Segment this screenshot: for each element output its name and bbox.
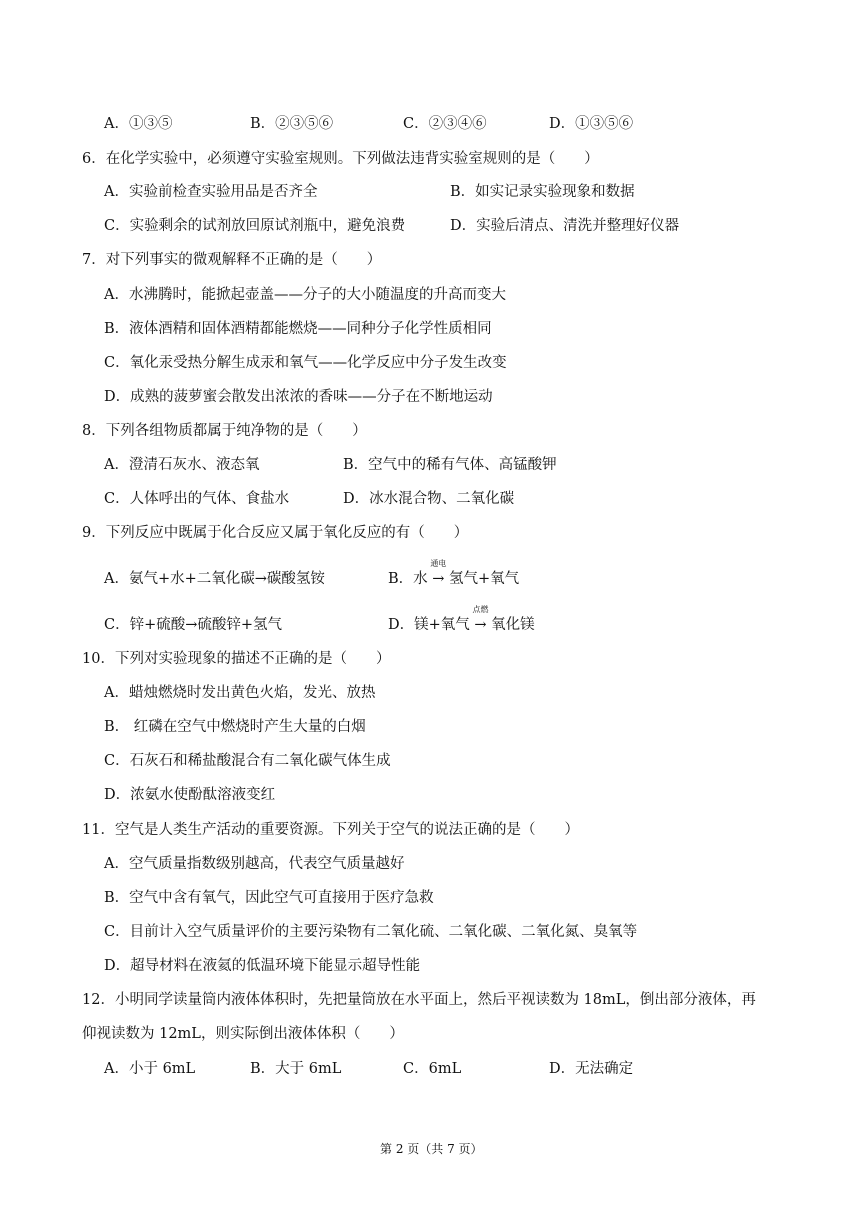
question-stem: 10．下列对实验现象的描述不正确的是（ ） xyxy=(82,651,391,667)
option-d xyxy=(388,605,535,634)
option-d: D．超导材料在液氦的低温环境下能显示超导性能 xyxy=(104,958,421,974)
option-d: D．实验后清点、清洗并整理好仪器 xyxy=(450,218,680,234)
reaction-condition: 点燃 xyxy=(472,605,489,614)
question-stem-line-1: 12．小明同学读量筒内液体体积时，先把量筒放在水平面上，然后平视读数为 18mL，倒出部分液体，再 xyxy=(82,992,756,1008)
option-d-reactant: D．镁+氧气 xyxy=(388,617,470,633)
option-c: C．锌+硫酸→硫酸锌+氢气 xyxy=(104,617,283,633)
option-a: A．水沸腾时，能掀起壶盖——分子的大小随温度的升高而变大 xyxy=(104,287,506,303)
question-stem: 8．下列各组物质都属于纯净物的是（ ） xyxy=(82,423,367,439)
option-c: C．氧化汞受热分解生成汞和氧气——化学反应中分子发生改变 xyxy=(104,355,507,371)
option-a: A．氨气+水+二氧化碳→碳酸氢铵 xyxy=(104,571,325,587)
q5-option-a: A．①③⑤ xyxy=(104,116,173,132)
q5-option-d: D．①③⑤⑥ xyxy=(549,116,634,132)
option-d: D．浓氨水使酚酞溶液变红 xyxy=(104,787,276,803)
option-c: C．目前计入空气质量评价的主要污染物有二氧化硫、二氧化碳、二氧化氮、臭氧等 xyxy=(104,924,638,940)
question-stem: 6．在化学实验中，必须遵守实验室规则。下列做法违背实验室规则的是（ ） xyxy=(82,151,599,167)
option-c: C．实验剩余的试剂放回原试剂瓶中，避免浪费 xyxy=(104,218,406,234)
page-footer: 第 2 页（共 7 页） xyxy=(380,1142,483,1156)
reaction-arrow xyxy=(430,559,447,587)
option-a: A．澄清石灰水、液态氧 xyxy=(104,457,260,473)
option-a: A．空气质量指数级别越高，代表空气质量越好 xyxy=(104,856,405,872)
option-b: B．如实记录实验现象和数据 xyxy=(450,184,635,200)
reaction-condition: 通电 xyxy=(430,559,447,568)
option-d: D．成熟的菠萝蜜会散发出浓浓的香味——分子在不断地运动 xyxy=(104,389,493,405)
option-b: B．空气中的稀有气体、高锰酸钾 xyxy=(343,457,557,473)
question-stem-line-2: 仰视读数为 12mL，则实际倒出液体体积（ ） xyxy=(82,1026,404,1042)
option-b-reactant: B．水 xyxy=(388,571,428,587)
option-d: D．冰水混合物、二氧化碳 xyxy=(343,491,515,507)
arrow-glyph: → xyxy=(474,617,487,633)
option-b: B．大于 6mL xyxy=(250,1061,342,1077)
option-b: B． 红磷在空气中燃烧时产生大量的白烟 xyxy=(104,719,366,735)
q5-option-c: C．②③④⑥ xyxy=(403,116,487,132)
option-a: A．实验前检查实验用品是否齐全 xyxy=(104,184,318,200)
option-a: A．小于 6mL xyxy=(104,1061,196,1077)
option-b: B．空气中含有氧气，因此空气可直接用于医疗急救 xyxy=(104,890,434,906)
question-stem: 7．对下列事实的微观解释不正确的是（ ） xyxy=(82,252,382,268)
q5-option-b: B．②③⑤⑥ xyxy=(250,116,334,132)
option-c: C．6mL xyxy=(403,1061,462,1077)
option-a: A．蜡烛燃烧时发出黄色火焰，发光、放热 xyxy=(104,685,376,701)
option-d: D．无法确定 xyxy=(549,1061,634,1077)
option-c: C．石灰石和稀盐酸混合有二氧化碳气体生成 xyxy=(104,753,391,769)
question-stem: 11．空气是人类生产活动的重要资源。下列关于空气的说法正确的是（ ） xyxy=(82,822,579,838)
option-b-product: 氢气+氧气 xyxy=(449,571,520,587)
option-d-product: 氧化镁 xyxy=(491,617,535,633)
option-c: C．人体呼出的气体、食盐水 xyxy=(104,491,290,507)
option-b xyxy=(388,559,520,588)
arrow-glyph: → xyxy=(432,571,445,587)
reaction-arrow xyxy=(472,605,489,633)
question-stem: 9．下列反应中既属于化合反应又属于氧化反应的有（ ） xyxy=(82,525,469,541)
option-b: B．液体酒精和固体酒精都能燃烧——同种分子化学性质相同 xyxy=(104,321,492,337)
